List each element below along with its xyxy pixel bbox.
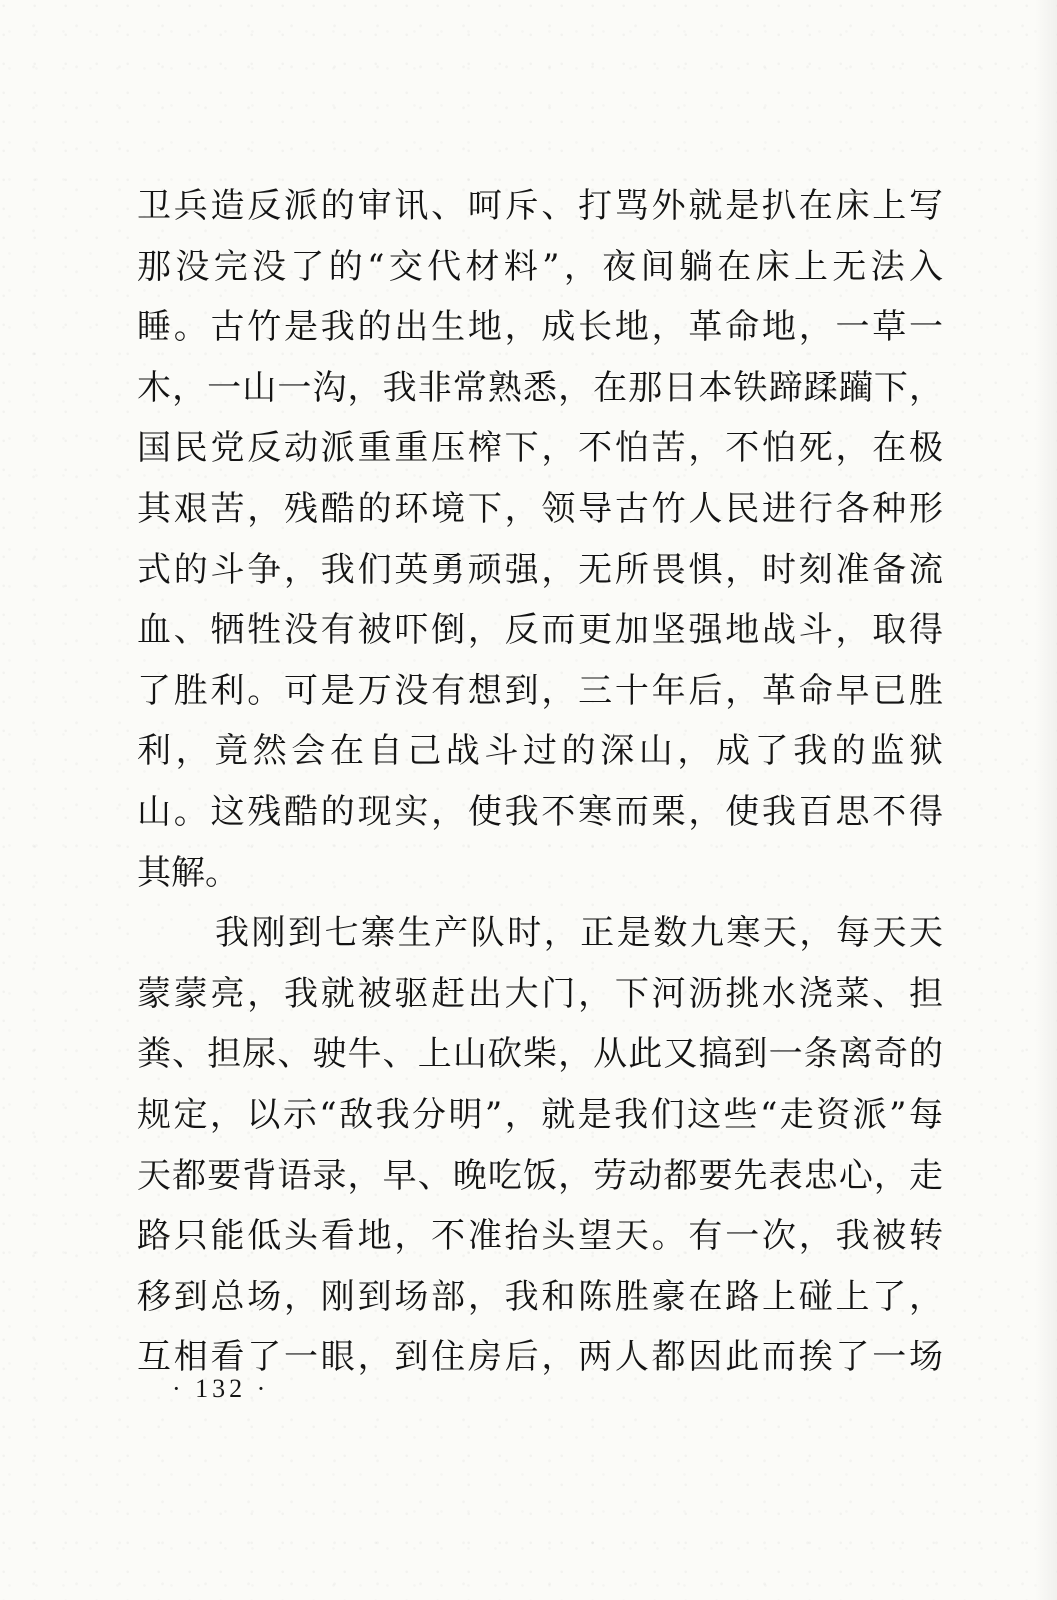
text-line: 睡。古竹是我的出生地，成长地，革命地，一草一 bbox=[137, 307, 943, 348]
page-number: · 132 · bbox=[172, 1374, 270, 1403]
text-line: 了胜利。可是万没有想到，三十年后，革命早已胜 bbox=[137, 670, 943, 711]
text-line: 木，一山一沟，我非常熟悉，在那日本铁蹄蹂躏下， bbox=[137, 367, 943, 408]
body-text bbox=[137, 176, 943, 1388]
paragraph-start-line: 我刚到七寨生产队时，正是数九寒天，每天天 bbox=[215, 913, 943, 954]
text-line: 那没完没了的“交代材料”，夜间躺在床上无法入 bbox=[137, 246, 943, 287]
text-line: 血、牺牲没有被吓倒，反而更加坚强地战斗，取得 bbox=[137, 610, 943, 651]
text-line: 山。这残酷的现实，使我不寒而栗，使我百思不得 bbox=[137, 791, 943, 832]
text-line: 其艰苦，残酷的环境下，领导古竹人民进行各种形 bbox=[137, 488, 943, 529]
text-line: 规定，以示“敌我分明”，就是我们这些“走资派”每 bbox=[137, 1094, 943, 1135]
text-line: 利，竟然会在自己战斗过的深山，成了我的监狱 bbox=[137, 731, 943, 772]
text-line: 路只能低头看地，不准抬头望天。有一次，我被转 bbox=[137, 1216, 943, 1257]
text-line: 移到总场，刚到场部，我和陈胜豪在路上碰上了， bbox=[137, 1276, 943, 1317]
text-line: 其解。 bbox=[137, 852, 239, 893]
text-line: 天都要背语录，早、晚吃饭，劳动都要先表忠心，走 bbox=[137, 1155, 943, 1196]
text-line: 蒙蒙亮，我就被驱赶出大门，下河沥挑水浇菜、担 bbox=[137, 973, 943, 1014]
text-line: 式的斗争，我们英勇顽强，无所畏惧，时刻准备流 bbox=[137, 549, 943, 590]
text-line: 卫兵造反派的审讯、呵斥、打骂外就是扒在床上写 bbox=[137, 186, 943, 226]
text-line: 粪、担尿、驶牛、上山砍柴，从此又搞到一条离奇的 bbox=[137, 1034, 943, 1075]
page-edge-shadow bbox=[1035, 0, 1057, 1600]
text-line: 互相看了一眼，到住房后，两人都因此而挨了一场 bbox=[137, 1337, 943, 1378]
text-line: 国民党反动派重重压榨下，不怕苦，不怕死，在极 bbox=[137, 428, 943, 469]
